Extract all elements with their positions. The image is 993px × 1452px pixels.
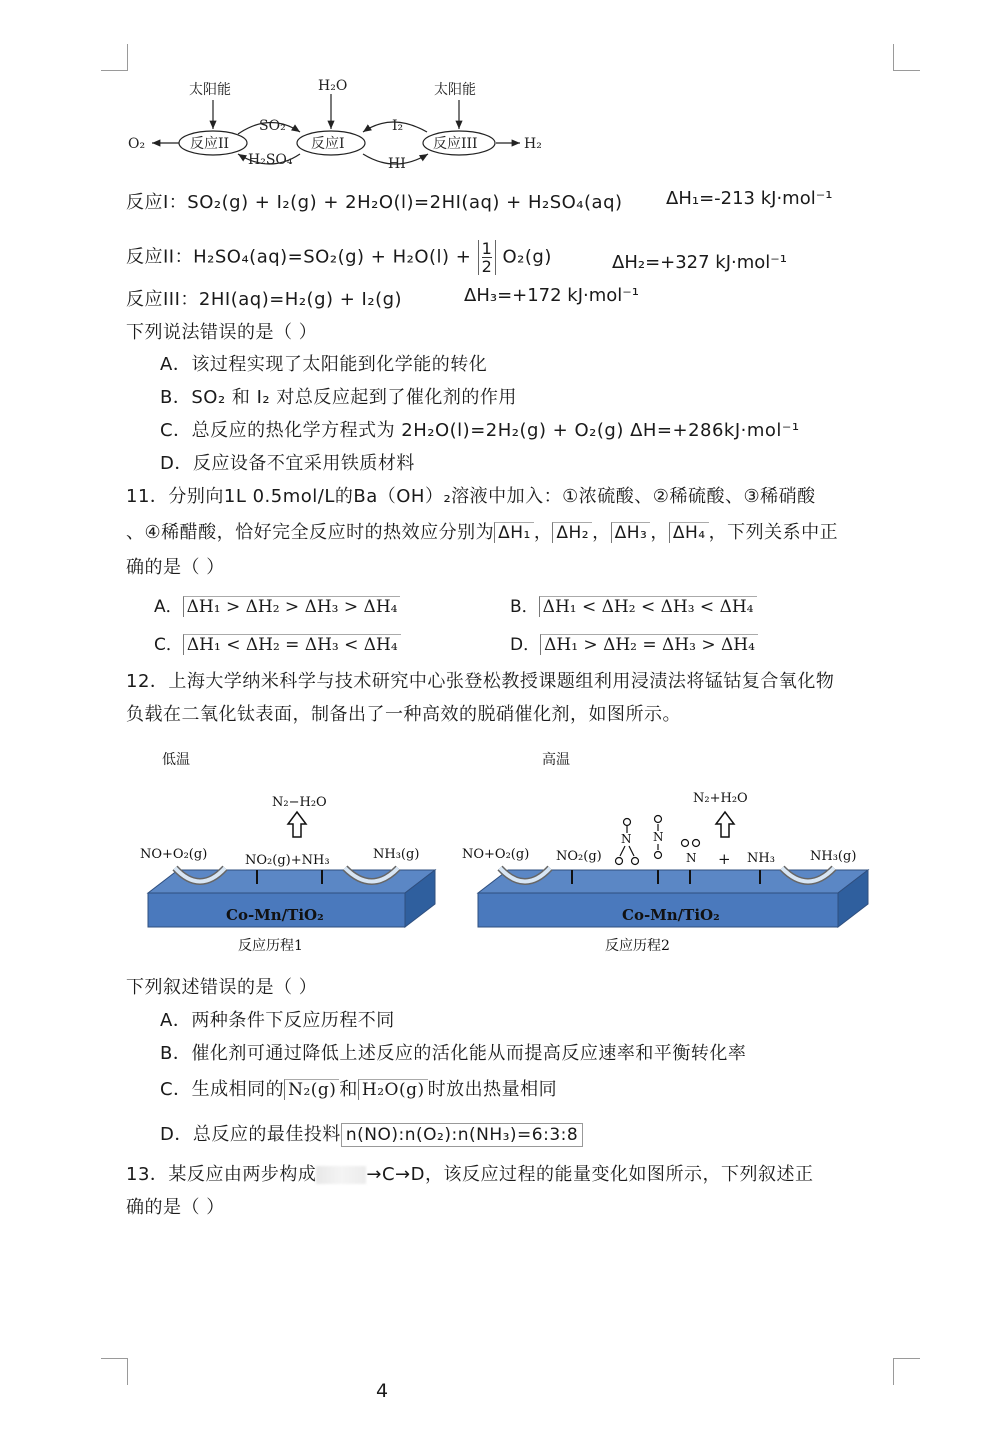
q12-option-a[interactable]: A．两种条件下反应历程不同 <box>160 1010 395 1031</box>
corner-mark-bottom-left <box>101 1358 128 1385</box>
right-nh3-label: NH₃(g) <box>810 849 857 864</box>
q12-option-c-text: C．生成相同的 <box>160 1079 285 1100</box>
q10-option-c[interactable]: C．总反应的热化学方程式为 2H₂O(l)=2H₂(g) + O₂(g) ΔH=+286kJ·mol⁻¹ <box>160 420 800 441</box>
q11-line-2-text: 、④稀醋酸，恰好完全反应时的热效应分别为 <box>126 522 495 543</box>
right-no-o2-label: NO+O₂(g) <box>462 847 530 862</box>
q13-line-1-end: ，该反应过程的能量变化如图所示，下列叙述正 <box>425 1164 814 1185</box>
so2-label: SO₂ <box>259 118 286 134</box>
solar-right-label: 太阳能 <box>434 82 476 98</box>
right-catalyst-slab-label: Co-Mn/TiO₂ <box>622 906 720 924</box>
catalyst-figure <box>130 740 870 960</box>
left-no2-nh3-label: NO₂(g)+NH₃ <box>245 853 330 868</box>
reaction-2-left: 反应II：H₂SO₄(aq)=SO₂(g) + H₂O(l) + <box>126 246 472 268</box>
q10-option-d[interactable]: D．反应设备不宜采用铁质材料 <box>160 453 415 474</box>
q10-option-b[interactable]: B．SO₂ 和 I₂ 对总反应起到了催化剂的作用 <box>160 387 517 408</box>
q12-option-c-end: 时放出热量相同 <box>427 1079 558 1100</box>
corner-mark-top-left <box>101 44 128 71</box>
left-pathway-caption: 反应历程1 <box>238 938 303 954</box>
q11-option-b-formula: ΔH₁ < ΔH₂ < ΔH₃ < ΔH₄ <box>539 596 757 617</box>
q11-option-a-formula: ΔH₁ > ΔH₂ > ΔH₃ > ΔH₄ <box>183 596 401 617</box>
q11-option-d-formula: ΔH₁ > ΔH₂ = ΔH₃ > ΔH₄ <box>540 634 758 655</box>
delta-h4-box: ΔH₄ <box>669 522 709 543</box>
q12-option-b[interactable]: B．催化剂可通过降低上述反应的活化能从而提高反应速率和平衡转化率 <box>160 1043 747 1064</box>
q11-option-a-label: A． <box>154 597 183 617</box>
q11-option-d-label: D． <box>510 635 541 655</box>
q13-line-1-text: 13．某反应由两步构成 <box>126 1164 317 1185</box>
q11-line-1: 11．分别向1L 0.5mol/L的Ba（OH）₂溶液中加入：①浓硫酸、②稀硫酸、③稀硝酸 <box>126 486 816 507</box>
q11-option-c-formula: ΔH₁ < ΔH₂ = ΔH₃ < ΔH₄ <box>183 634 401 655</box>
h2-label: H₂ <box>524 136 542 152</box>
blurred-formula-region <box>316 1166 366 1184</box>
right-adsorbed-nh3-label: NH₃ <box>747 851 775 866</box>
q12-line-1: 12．上海大学纳米科学与技术研究中心张登松教授课题组利用浸渍法将锰钴复合氧化物 <box>126 671 835 692</box>
q11-option-b-label: B． <box>510 597 539 617</box>
q11-line-2-end: ，下列关系中正 <box>708 522 839 543</box>
right-no2-label: NO₂(g) <box>556 849 602 864</box>
reaction-2-enthalpy: ΔH₂=+327 kJ·mol⁻¹ <box>612 252 788 273</box>
reaction-cycle-diagram <box>120 72 560 180</box>
q11-line-2: 、④稀醋酸，恰好完全反应时的热效应分别为 ΔH₁ ， ΔH₂ ， ΔH₃ ， ΔH₄ ，下列关系中正 <box>126 522 839 543</box>
hi-label: HI <box>388 156 406 172</box>
fraction-denominator: 2 <box>481 257 493 276</box>
q13-line-2: 确的是（ ） <box>126 1197 225 1218</box>
reaction-2-right: O₂(g) <box>502 246 552 268</box>
q11-option-d[interactable] <box>510 630 758 655</box>
delta-h2-box: ΔH₂ <box>552 522 592 543</box>
q11-option-c[interactable] <box>154 630 401 655</box>
delta-h3-box: ΔH₃ <box>611 522 651 543</box>
left-no-o2-label: NO+O₂(g) <box>140 847 208 862</box>
right-plus-sign: + <box>718 850 731 868</box>
delta-h1-box: ΔH₁ <box>494 522 534 543</box>
reaction-3-node: 反应III <box>433 136 478 152</box>
right-n2-h2o-label: N₂+H₂O <box>693 791 748 806</box>
q11-option-c-label: C． <box>154 635 183 655</box>
svg-text:N: N <box>653 830 664 844</box>
o2-label: O₂ <box>128 136 146 152</box>
left-nh3-label: NH₃(g) <box>373 847 420 862</box>
q10-option-a[interactable]: A．该过程实现了太阳能到化学能的转化 <box>160 354 488 375</box>
page-number: 4 <box>376 1380 389 1402</box>
reaction-3-enthalpy: ΔH₃=+172 kJ·mol⁻¹ <box>464 285 640 306</box>
q12-option-c[interactable] <box>160 1075 557 1101</box>
corner-mark-top-right <box>893 44 920 71</box>
water-label: H₂O <box>318 78 348 94</box>
n2-gas-box: N₂(g) <box>284 1079 339 1100</box>
solar-left-label: 太阳能 <box>189 82 231 98</box>
reaction-1-enthalpy: ΔH₁=-213 kJ·mol⁻¹ <box>666 188 833 209</box>
right-pathway-caption: 反应历程2 <box>605 938 670 954</box>
low-temperature-label: 低温 <box>162 752 190 768</box>
one-half-fraction <box>478 240 497 275</box>
left-catalyst-slab-label: Co-Mn/TiO₂ <box>226 906 324 924</box>
h2so4-label: H₂SO₄ <box>248 152 293 168</box>
i2-label: I₂ <box>392 118 404 134</box>
fraction-numerator: 1 <box>481 239 493 258</box>
corner-mark-bottom-right <box>893 1358 920 1385</box>
feed-ratio-box: n(NO):n(O₂):n(NH₃)=6:3:8 <box>341 1123 583 1147</box>
svg-text:N: N <box>621 832 632 846</box>
q11-line-3: 确的是（ ） <box>126 557 225 578</box>
q13-arrow-formula: →C→D <box>366 1164 425 1185</box>
high-temperature-label: 高温 <box>542 752 570 768</box>
svg-text:N: N <box>686 851 697 865</box>
q11-option-a[interactable] <box>154 592 400 617</box>
reaction-3-equation: 反应III：2HI(aq)=H₂(g) + I₂(g) <box>126 289 403 310</box>
q12-option-d-text: D．总反应的最佳投料 <box>160 1124 341 1145</box>
reaction-1-equation: 反应I：SO₂(g) + I₂(g) + 2H₂O(l)=2HI(aq) + H₂SO₄(aq) <box>126 192 623 213</box>
q11-option-b[interactable] <box>510 592 757 617</box>
q12-option-c-and: 和 <box>339 1079 358 1100</box>
reaction-2-equation <box>126 240 552 275</box>
q13-line-1 <box>126 1160 814 1186</box>
reaction-2-node: 反应II <box>190 136 230 152</box>
catalyst-figure-graphic <box>130 740 870 960</box>
left-n2-h2o-label: N₂−H₂O <box>272 795 327 810</box>
q10-stem: 下列说法错误的是（ ） <box>126 322 318 343</box>
q12-stem: 下列叙述错误的是（ ） <box>126 977 318 998</box>
q12-option-d[interactable] <box>160 1120 583 1147</box>
reaction-1-node: 反应I <box>311 136 345 152</box>
h2o-gas-box: H₂O(g) <box>358 1079 428 1100</box>
q12-line-2: 负载在二氧化钛表面，制备出了一种高效的脱硝催化剂，如图所示。 <box>126 704 681 725</box>
